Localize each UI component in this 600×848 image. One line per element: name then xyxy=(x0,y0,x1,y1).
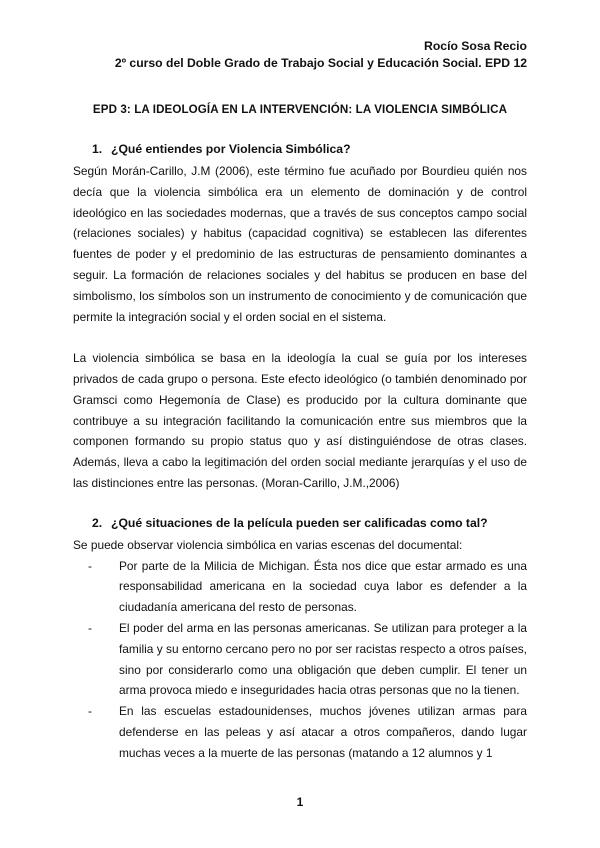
question-2-text: ¿Qué situaciones de la película pueden ser calificadas como tal? xyxy=(111,515,488,530)
question-2-heading xyxy=(92,516,527,531)
question-2-number: 2. xyxy=(92,515,103,530)
list-item xyxy=(88,618,527,701)
bullet-list xyxy=(73,556,527,764)
question-1-number: 1. xyxy=(92,142,103,156)
bullet-dash: - xyxy=(88,558,92,573)
page-header xyxy=(115,38,527,72)
author-name: Rocío Sosa Recio xyxy=(424,39,527,53)
paragraph: La violencia simbólica se basa en la ideología la cual se guía por los intereses privados de cada grupo o persona. Este efecto ideológico (o también denominado por Gramsci como Hegemonía de Clase) es producido por la cultura dominante que contribuye a su integración facilitando la comunicación entre sus miembros que la componen formando su propio status quo y así distinguiéndose de otras clases. Además, lleva a cabo la legitimación del orden social mediante jerarquías y el uso de las distinciones entre las personas. (Moran-Carillo, J.M.,2006) xyxy=(73,351,527,490)
list-item-text: En las escuelas estadounidenses, muchos jóvenes utilizan armas para defenderse en las peleas y así atacar a otros compañeros, dando lugar muchas veces a la muerte de las personas (matando a 12 alumnos y 1 xyxy=(119,704,527,760)
paragraph: Según Morán-Carillo, J.M (2006), este término fue acuñado por Bourdieu quién nos decía que la violencia simbólica era un elemento de dominación y de control ideológico en las sociedades modernas, que a través de sus conceptos campo social (relaciones sociales) y habitus (capacidad cognitiva) se establecen las diferentes fuentes de poder y el predominio de las estructuras de pensamiento dominantes a seguir. La formación de relaciones sociales y del habitus se producen en base del simbolismo, los símbolos son un instrumento de conocimiento y de comunicación que permite la integración social y el orden social en el sistema. xyxy=(73,164,527,324)
list-item-text: Por parte de la Milicia de Michigan. Ésta nos dice que estar armado es una responsabilidad americana en la sociedad cuya labor es defender a la ciudadanía americana del resto de personas. xyxy=(119,558,527,615)
intro-line: Se puede observar violencia simbólica en varias escenas del documental: xyxy=(73,537,463,552)
list-item xyxy=(88,701,527,763)
document-body xyxy=(73,142,527,764)
course-line: 2º curso del Doble Grado de Trabajo Social y Educación Social. EPD 12 xyxy=(114,56,527,70)
page-number: 1 xyxy=(296,795,304,809)
document-title: EPD 3: LA IDEOLOGÍA EN LA INTERVENCIÓN: LA VIOLENCIA SIMBÓLICA xyxy=(92,103,508,116)
list-item-text: El poder del arma en las personas americanas. Se utilizan para proteger a la familia y su entorno cercano pero no por ser racistas respecto a otros países, sino por considerarlo como una obligación que deben cumplir. El tener un arma provoca miedo e inseguridades hacia otras personas que no la tienen. xyxy=(119,620,527,698)
list-item xyxy=(88,556,527,618)
question-1-heading xyxy=(92,142,527,157)
bullet-dash: - xyxy=(88,620,92,635)
bullet-dash: - xyxy=(88,704,92,719)
question-1-text: ¿Qué entiendes por Violencia Simbólica? xyxy=(111,142,351,156)
